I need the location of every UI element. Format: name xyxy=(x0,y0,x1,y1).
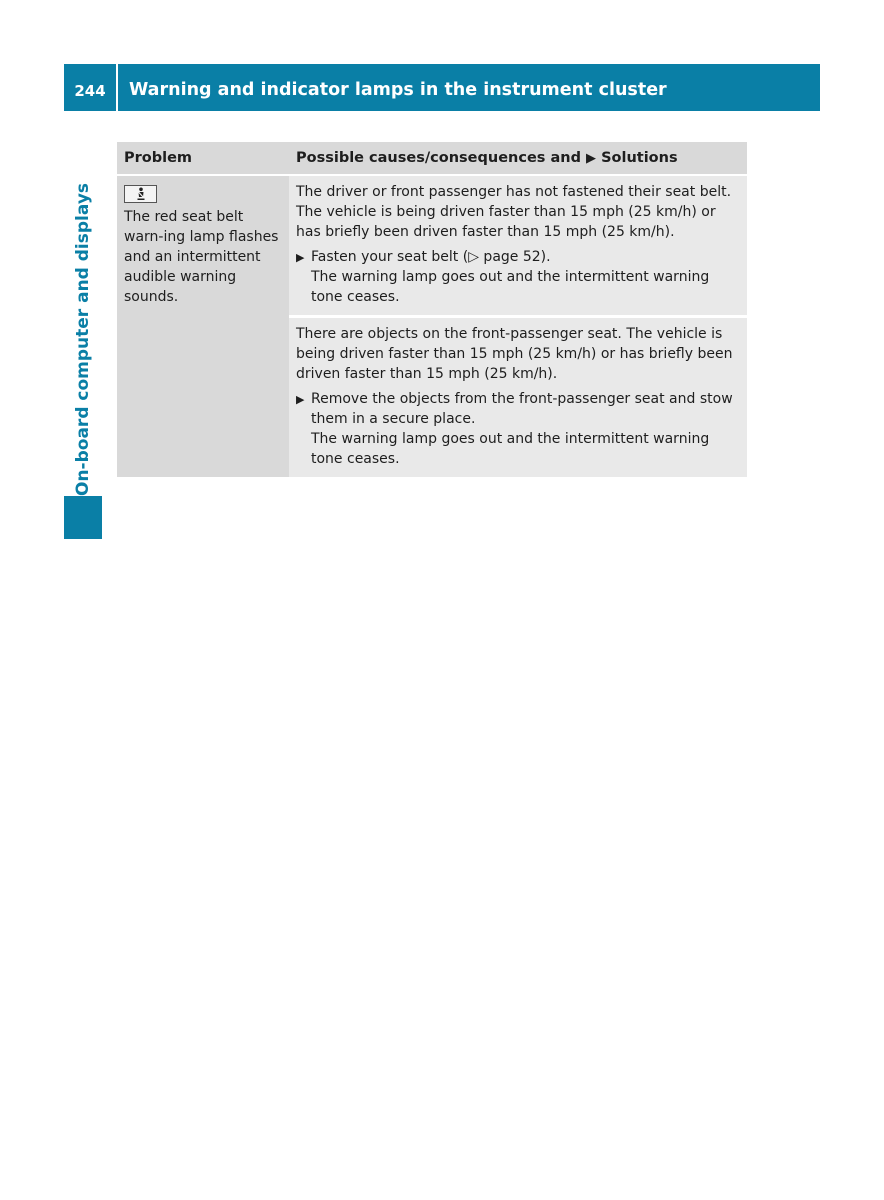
page-title: Warning and indicator lamps in the instrument cluster xyxy=(129,79,667,100)
table-header-row xyxy=(117,142,747,175)
step-text-1: Fasten your seat belt (▷ page 52). xyxy=(311,249,551,265)
header-causes-solutions xyxy=(289,142,747,175)
header-bar xyxy=(64,64,820,111)
problem-text: The red seat belt warn-ing lamp flashes and an intermittent audible warning sounds. xyxy=(124,209,279,305)
header-solutions-marker: ▶ xyxy=(586,150,597,166)
header-problem: Problem xyxy=(117,142,289,175)
seat-belt-warning-icon xyxy=(124,185,157,203)
solution-step-2 xyxy=(296,389,740,469)
header-causes: Possible causes/consequences and xyxy=(296,149,581,166)
cause-cell-1 xyxy=(289,175,747,317)
step-arrow-icon: ▶ xyxy=(296,251,305,264)
problem-cell xyxy=(117,175,289,477)
step-result-1: The warning lamp goes out and the intermittent warning tone ceases. xyxy=(311,269,710,305)
cause-text-1: The driver or front passenger has not fastened their seat belt. The vehicle is being driven faster than 15 mph (25 km/h) or has briefly been driven faster than 15 mph (25 km/h). xyxy=(296,184,732,240)
step-result-2: The warning lamp goes out and the intermittent warning tone ceases. xyxy=(311,431,710,467)
cause-text-2: There are objects on the front-passenger seat. The vehicle is being driven faster than 15 mph (25 km/h) or has briefly been driven faster than 15 mph (25 km/h). xyxy=(296,326,733,382)
step-text-2: Remove the objects from the front-passenger seat and stow them in a secure place. xyxy=(311,391,733,427)
page-number: 244 xyxy=(74,81,106,100)
side-tab-block xyxy=(64,496,102,539)
header-solutions: Solutions xyxy=(601,149,678,166)
solution-step-1 xyxy=(296,247,740,307)
side-tab xyxy=(64,111,102,539)
warning-lamp-table xyxy=(117,142,747,477)
side-tab-label: On-board computer and displays xyxy=(73,182,93,496)
step-arrow-icon: ▶ xyxy=(296,393,305,406)
cause-cell-2 xyxy=(289,317,747,478)
table-row xyxy=(117,175,747,317)
